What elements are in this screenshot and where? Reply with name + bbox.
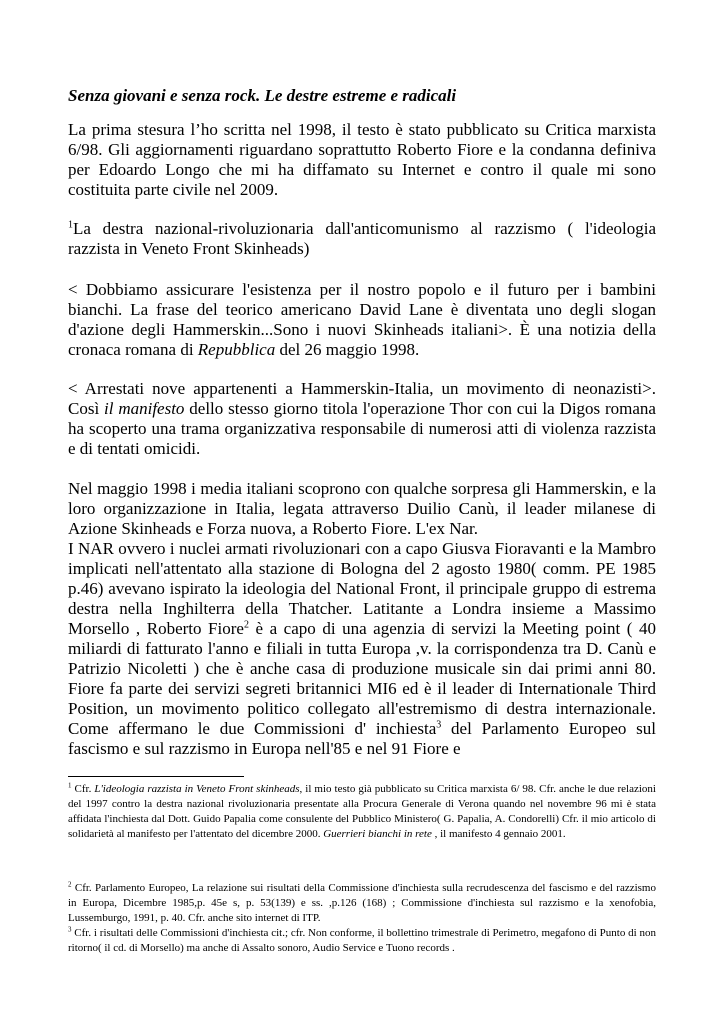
footnote-1-title-italic: L'ideologia razzista in Veneto Front skinheads	[94, 783, 300, 795]
footnote-2	[68, 881, 656, 926]
quote-manifesto-text: < Arrestati nove appartenenti a Hammerskin-Italia, un movimento di neonazisti>. Così	[68, 379, 656, 418]
document-title: Senza giovani e senza rock. Le destre estreme e radicali	[68, 86, 457, 105]
newspaper-name-repubblica: Repubblica	[197, 340, 276, 359]
nar-text-c: del Parlamento Europeo sul fascismo e sul razzismo in Europa nell'85 e nel 91 Fiore e	[68, 719, 656, 758]
paragraph-section-heading	[68, 219, 656, 259]
paragraph-quote-repubblica	[68, 280, 656, 360]
nar-text-a: I NAR ovvero i nuclei armati rivoluzionari con a capo Giusva Fioravanti e la Mambro implicati nell'attentato alla stazione di Bologna del 2 agosto 1980( comm. PE 1985 p.46) avevano ispirato la ideologia del National Front, il principale gruppo di estrema destra nella Inghilterra della Thatcher. Latitante a Londra insieme a Massimo Morsello , Roberto Fiore	[68, 539, 656, 638]
footnote-1-text-b: , il mio testo già pubblicato su Critica marxista 6/ 98. Cfr. anche le due relazioni del 1997 contro la destra nazional rivoluzionaria presentate alla Procura Generale di Verona quando nel novembre 96 mi è stata affidata l'inchiesta dal Dott. Guido Papalia come consulente del Pubblico Ministero( G. Papalia, A. Condorelli) Cfr. il mio articolo di solidarietà al manifesto per l'attentato del dicembre 2000.	[68, 783, 656, 840]
footnote-2-text: Cfr. Parlamento Europeo, La relazione sui risultati della Commissione d'inchiesta sulla recrudescenza del fascismo e del razzismo in Europa, Dicembre 1985,p. 45e s, p. 53(139) e ss. ,p.126 (168) ; Commissione d'inchiesta sul razzismo e la xenofobia, Lussemburgo, 1991, p. 40. Cfr. anche sito internet di ITP.	[68, 882, 656, 924]
footnote-1-article-italic: Guerrieri bianchi in rete	[323, 828, 432, 840]
quote-repubblica-text: < Dobbiamo assicurare l'esistenza per il nostro popolo e il futuro per i bambini bianchi. La frase del teorico americano David Lane è diventata uno degli slogan d'azione degli Hammerskin...Sono i nuovi Skinheads italiani>. È una notizia della cronaca romana di	[68, 280, 656, 359]
nar-text-b: è a capo di una agenzia di servizi la Meeting point ( 40 miliardi di fatturato l'anno e filiali in tutta Europa ,v. la corrispondenza tra D. Canù e Patrizio Nicoletti ) che è anche casa di produzione musicale sin dai primi anni 80. Fiore fa parte dei servizi segreti britannici MI6 ed è il leader di Internationale Third Position, un movimento politico collegato all'estremismo di destra internazionale. Come affermano le due Commissioni d' inchiesta	[68, 619, 656, 738]
footnote-ref-2: 2	[243, 619, 249, 631]
quote-manifesto-rest: dello stesso giorno titola l'operazione Thor con cui la Digos romana ha scoperto una trama organizzativa responsabile di numerosi atti di violenza razzista e di tentati omicidi.	[68, 399, 656, 458]
footnote-3-text: Cfr. i risultati delle Commissioni d'inchiesta cit.; cfr. Non conforme, il bollettino trimestrale di Perimetro, megafono di Punto di non ritorno( il cd. di Morsello) ma anche di Assalto sonoro, Audio Service e Tuono records .	[68, 927, 656, 954]
footnote-ref-1: 1	[68, 219, 73, 231]
newspaper-name-manifesto: il manifesto	[104, 399, 185, 418]
footnote-1	[68, 782, 656, 842]
footnote-3-number: 3	[68, 925, 72, 934]
footnote-ref-3: 3	[436, 719, 442, 731]
quote-repubblica-date: del 26 maggio 1998.	[275, 340, 420, 359]
paragraph-nar	[68, 539, 656, 759]
footnote-separator	[68, 776, 244, 777]
paragraph-quote-manifesto	[68, 379, 656, 459]
footnote-2-number: 2	[68, 880, 72, 889]
footnote-1-text-c: , il manifesto 4 gennaio 2001.	[431, 828, 566, 840]
section-heading-text: La destra nazional-rivoluzionaria dall'anticomunismo al razzismo ( l'ideologia razzista in Veneto Front Skinheads)	[68, 219, 656, 258]
footnote-1-number: 1	[68, 781, 72, 790]
paragraph-hammerskin-1998: Nel maggio 1998 i media italiani scoprono con qualche sorpresa gli Hammerskin, e la loro organizzazione in Italia, legata attraverso Duilio Canù, il leader milanese di Azione Skinheads e Forza nuova, a Roberto Fiore. L'ex Nar.	[68, 479, 656, 538]
paragraph-intro: La prima stesura l’ho scritta nel 1998, il testo è stato pubblicato su Critica marxista 6/98. Gli aggiornamenti riguardano soprattutto Roberto Fiore e la condanna definiva per Edoardo Longo che mi ha diffamato su Internet e contro il quale mi sono costituita parte civile nel 2009.	[68, 120, 656, 199]
footnote-3	[68, 926, 656, 956]
footnote-1-text-a: Cfr.	[71, 783, 95, 795]
